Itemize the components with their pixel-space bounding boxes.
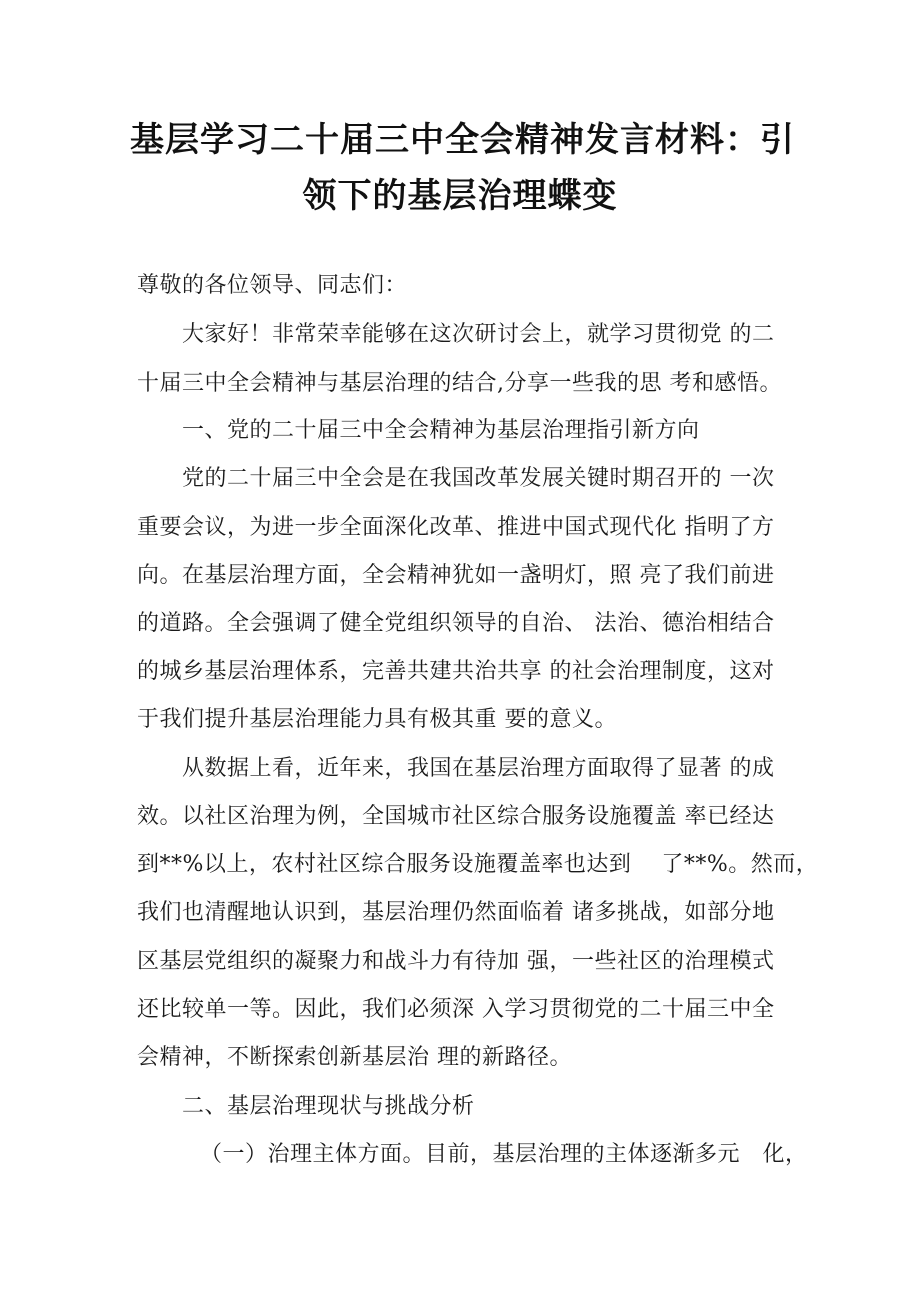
paragraph-line: 会精神，不断探索创新基层治 理的新路径。 xyxy=(137,1045,572,1070)
paragraph-line: 从数据上看，近年来，我国在基层治理方面取得了显著 的成 xyxy=(182,756,775,781)
paragraph-line: 向。在基层治理方面，全会精神犹如一盏明灯，照 亮了我们前进 xyxy=(137,563,775,588)
section-heading-1: 一、党的二十届三中全会精神为基层治理指引新方向 xyxy=(182,418,700,443)
paragraph-line: 于我们提升基层治理能力具有极其重 要的意义。 xyxy=(137,707,617,732)
paragraph-line: 还比较单一等。因此，我们必须深 入学习贯彻党的二十届三中全 xyxy=(137,997,775,1022)
document-title-line-1: 基层学习二十届三中全会精神发言材料：引 xyxy=(130,120,795,160)
salutation: 尊敬的各位领导、同志们： xyxy=(137,273,408,298)
paragraph-line: 的道路。全会强调了健全党组织领导的自治、 法治、德治相结合 xyxy=(137,611,775,636)
subsection-line: （一）治理主体方面。目前，基层治理的主体逐渐多元 化， xyxy=(200,1142,808,1167)
paragraph-line: 区基层党组织的凝聚力和战斗力有待加 强，一些社区的治理模式 xyxy=(137,949,775,974)
paragraph-line: 大家好！非常荣幸能够在这次研讨会上，就学习贯彻党 的二 xyxy=(182,322,775,347)
paragraph-line: 我们也清醒地认识到，基层治理仍然面临着 诸多挑战，如部分地 xyxy=(137,900,775,925)
paragraph-line: 十届三中全会精神与基层治理的结合,分享一些我的思 考和感悟。 xyxy=(137,371,782,396)
paragraph-line: 到**%以上，农村社区综合服务设施覆盖率也达到 了**%。然而， xyxy=(137,852,819,877)
paragraph-line: 效。以社区治理为例，全国城市社区综合服务设施覆盖 率已经达 xyxy=(137,804,775,829)
paragraph-line: 党的二十届三中全会是在我国改革发展关键时期召开的 一次 xyxy=(182,466,775,491)
document-title-line-2: 领下的基层治理蝶变 xyxy=(302,176,618,216)
paragraph-line: 重要会议，为进一步全面深化改革、推进中国式现代化 指明了方 xyxy=(137,515,775,540)
paragraph-line: 的城乡基层治理体系，完善共建共治共享 的社会治理制度，这对 xyxy=(137,659,775,684)
section-heading-2: 二、基层治理现状与挑战分析 xyxy=(182,1094,475,1119)
